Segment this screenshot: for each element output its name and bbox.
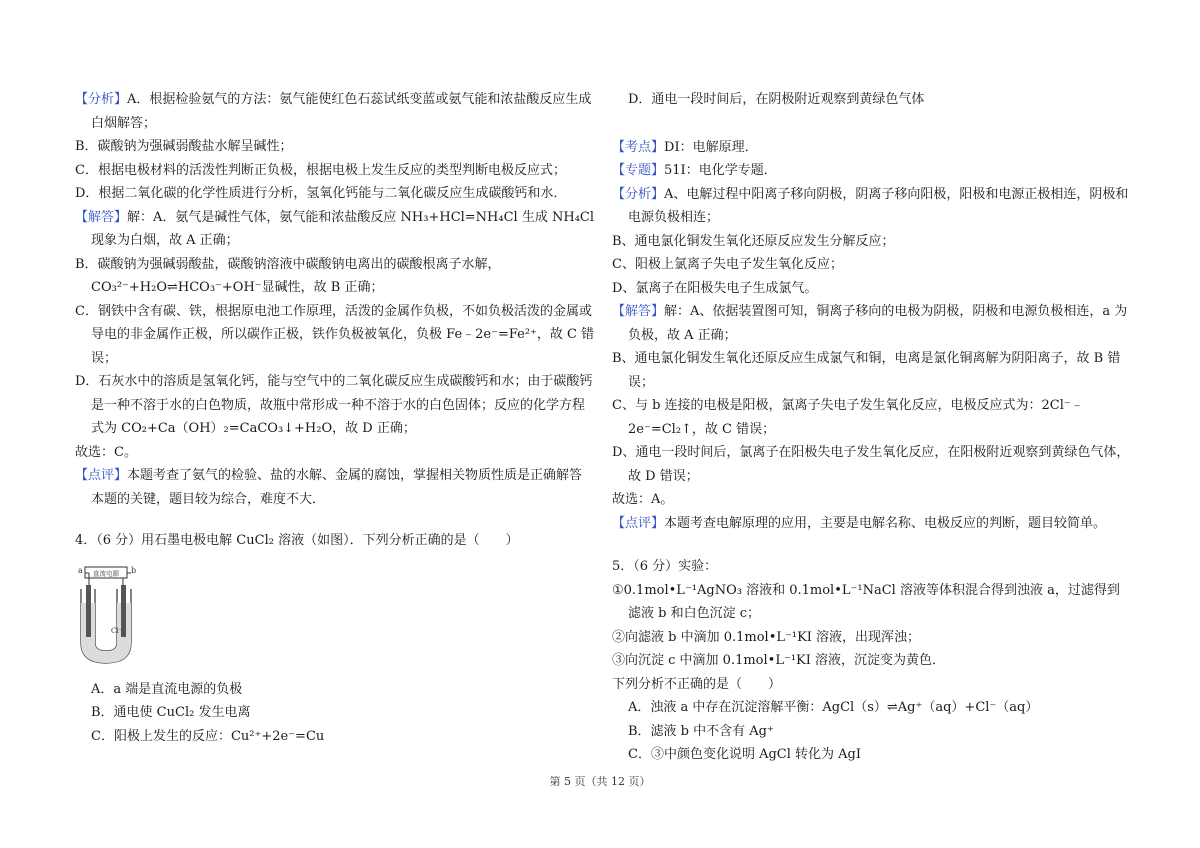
question-5-option-a: A．浊液 a 中存在沉淀溶解平衡：AgCl（s）⇌Ag⁺（aq）+Cl⁻（aq） (628, 700, 1039, 715)
page-footer: 第 5 页（共 12 页） (549, 775, 651, 788)
solution-paragraph-right: 【解答】解：A、依据装置图可知，铜离子移向的电极为阴极，阴极和电源负极相连，a 为负极，故 A 正确； (612, 304, 1128, 343)
comment-paragraph: 【点评】本题考查了氨气的检验、盐的水解、金属的腐蚀，掌握相关物质性质是正确解答本题的关键，题目较为综合，难度不大． (75, 468, 583, 507)
left-column (75, 88, 595, 748)
solution-d: D．石灰水中的溶质是氢氧化钙，能与空气中的二氧化碳反应生成碳酸钙和水；由于碳酸钙是一种不溶于水的白色物质，故瓶中常形成一种不溶于水的白色固体；反应的化学方程式为 CO₂+Ca（OH）₂=CaCO₃↓+H₂O，故 D 正确； (75, 374, 593, 436)
question-4-option-b: B．通电使 CuCl₂ 发生电离 (91, 705, 251, 720)
solution-tag: 【解答】 (75, 209, 128, 225)
analysis-c: C．根据电极材料的活泼性判断正负极，根据电极上发生反应的类型判断电极反应式； (75, 162, 566, 178)
solution-right-b: B、通电氯化铜发生氧化还原反应生成氯气和铜，电离是氯化铜离解为阴阳离子，故 B 错误； (612, 351, 1121, 390)
question-5-step-1: ①0.1mol•L⁻¹AgNO₃ 溶液和 0.1mol•L⁻¹NaCl 溶液等体积混合得到浊液 a，过滤得到滤液 b 和白色沉淀 c； (612, 582, 1120, 621)
analysis-right-d: D、氯离子在阳极失电子生成氯气。 (612, 280, 818, 296)
power-supply-label: 直流电源 (93, 569, 119, 577)
analysis-tag-right: 【分析】 (612, 186, 665, 202)
subject-paragraph: 【专题】51I：电化学专题． (612, 163, 777, 178)
analysis-b: B．碳酸钠为强碱弱酸盐水解呈碱性； (75, 139, 293, 154)
electrolysis-diagram (75, 563, 165, 668)
u-tube-inner (95, 589, 117, 651)
right-column (612, 88, 1132, 767)
comment-tag: 【点评】 (75, 468, 128, 483)
solution-tag-right: 【解答】 (612, 304, 665, 319)
solution-right-d: D、通电一段时间后，氯离子在阳极失电子发生氧化反应，在阳极附近观察到黄绿色气体，故 D 错误； (612, 445, 1130, 484)
question-4: 4．（6 分）用石墨电极电解 CuCl₂ 溶液（如图）．下列分析正确的是（ ） (75, 533, 519, 548)
chloride-label: Cl⁻ (111, 626, 123, 635)
analysis-right-c: C、阳极上氯离子失电子发生氧化反应； (612, 257, 843, 272)
answer-choice: 故选：C。 (75, 444, 137, 460)
comment-paragraph-right: 【点评】本题考查电解原理的应用，主要是电解名称、电极反应的判断，题目较简单。 (612, 515, 1107, 531)
question-5-step-2: ②向滤液 b 中滴加 0.1mol•L⁻¹KI 溶液，出现浑浊； (612, 629, 921, 645)
question-5: 5．（6 分）实验： (612, 559, 718, 574)
subject-tag: 【专题】 (612, 163, 665, 178)
topic-paragraph: 【考点】DI：电解原理． (612, 139, 758, 155)
answer-choice-right: 故选：A。 (612, 492, 674, 507)
question-5-option-b: B．滤液 b 中不含有 Ag⁺ (628, 723, 774, 739)
analysis-d: D．根据二氧化碳的化学性质进行分析，氢氧化钙能与二氧化碳反应生成碳酸钙和水． (75, 186, 567, 201)
analysis-paragraph-right: 【分析】A、电解过程中阳离子移向阴极，阴离子移向阳极，阳极和电源正极相连，阴极和电源负极相连； (612, 186, 1129, 225)
solution-b: B．碳酸钠为强碱弱酸盐，碳酸钠溶液中碳酸钠电离出的碳酸根离子水解，CO₃²⁻+H₂O⇌HCO₃⁻+OH⁻显碱性，故 B 正确； (75, 256, 501, 295)
question-4-option-d: D．通电一段时间后，在阴极附近观察到黄绿色气体 (628, 92, 925, 107)
question-4-option-a: A．a 端是直流电源的负极 (91, 681, 243, 697)
terminal-a-label: a (78, 565, 83, 575)
analysis-right-b: B、通电氯化铜发生氧化还原反应发生分解反应； (612, 233, 895, 249)
comment-tag-right: 【点评】 (612, 515, 665, 531)
solution-c: C．钢铁中含有碳、铁，根据原电池工作原理，活泼的金属作负极，不如负极活泼的金属或导电的非金属作正极，所以碳作正极，铁作负极被氧化，负极 Fe﹣2e⁻=Fe²⁺，故 C 错误； (75, 303, 595, 366)
analysis-paragraph: 【分析】A．根据检验氨气的方法：氨气能使红色石蕊试纸变蓝或氨气能和浓盐酸反应生成白烟解答； (75, 92, 592, 131)
question-5-option-c: C．③中颜色变化说明 AgCl 转化为 AgI (628, 747, 862, 762)
analysis-tag: 【分析】 (75, 92, 128, 107)
question-5-step-3: ③向沉淀 c 中滴加 0.1mol•L⁻¹KI 溶液，沉淀变为黄色． (612, 653, 946, 668)
question-5-ask: 下列分析不正确的是（ ） (612, 676, 782, 692)
terminal-b-label: b (131, 565, 137, 575)
solution-right-c: C、与 b 连接的电极是阳极，氯离子失电子发生氧化反应，电极反应式为：2Cl⁻﹣2e⁻=Cl₂↑，故 C 错误； (612, 398, 1084, 437)
topic-tag: 【考点】 (612, 139, 665, 155)
question-4-option-c: C．阳极上发生的反应：Cu²⁺+2e⁻=Cu (91, 728, 325, 744)
electrode-left (86, 585, 91, 637)
solution-paragraph: 【解答】解：A．氨气是碱性气体，氨气能和浓盐酸反应 NH₃+HCl=NH₄Cl 生成 NH₄Cl 现象为白烟，故 A 正确； (75, 209, 595, 248)
